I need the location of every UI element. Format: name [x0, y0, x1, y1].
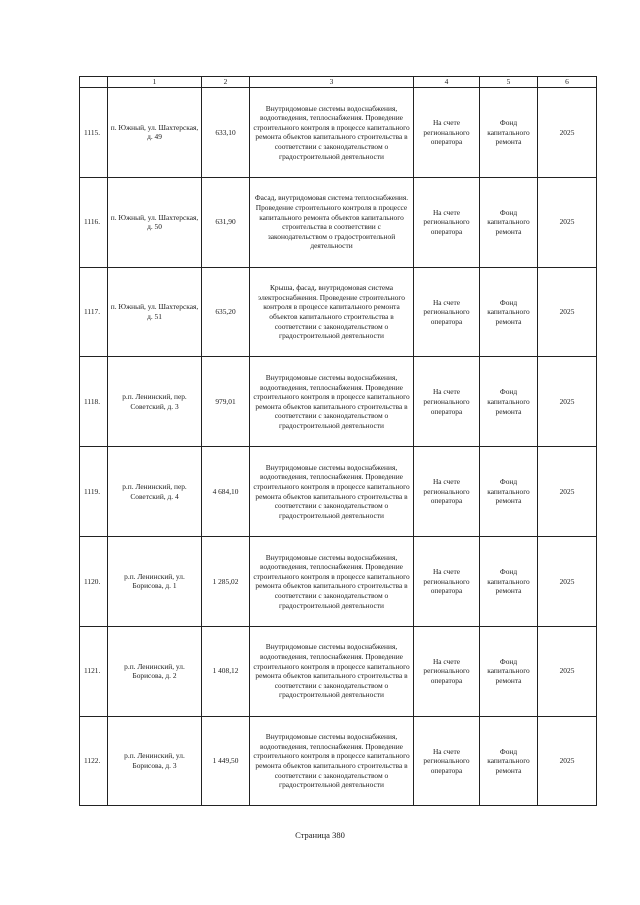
works-description-cell: Внутридомовые системы водоснабжения, водоотведения, теплоснабжения. Проведение строительного контроля в процессе капитального ремонта объектов капитального строительства в соответствии с законодательством о градостроительной деятельности — [250, 447, 414, 537]
account-type-cell: На счете регионального оператора — [414, 447, 480, 537]
row-number-cell: 1120. — [80, 536, 108, 626]
column-number-row — [80, 77, 597, 88]
row-number-cell: 1121. — [80, 626, 108, 716]
column-number-header: 5 — [480, 77, 538, 88]
funding-source-cell: Фонд капитального ремонта — [480, 177, 538, 267]
address-cell: р.п. Ленинский, пер. Советский, д. 3 — [108, 357, 202, 447]
repair-plan-table — [79, 76, 597, 806]
works-description-cell: Внутридомовые системы водоснабжения, водоотведения, теплоснабжения. Проведение строительного контроля в процессе капитального ремонта объектов капитального строительства в соответствии с законодательством о градостроительной деятельности — [250, 357, 414, 447]
area-cell: 1 285,02 — [202, 536, 250, 626]
works-description-cell: Внутридомовые системы водоснабжения, водоотведения, теплоснабжения. Проведение строительного контроля в процессе капитального ремонта объектов капитального строительства в соответствии с законодательством о градостроительной деятельности — [250, 536, 414, 626]
column-number-header: 4 — [414, 77, 480, 88]
row-number-cell: 1122. — [80, 716, 108, 806]
table-row — [80, 88, 597, 178]
funding-source-cell: Фонд капитального ремонта — [480, 357, 538, 447]
funding-source-cell: Фонд капитального ремонта — [480, 536, 538, 626]
account-type-cell: На счете регионального оператора — [414, 267, 480, 357]
year-cell: 2025 — [538, 88, 597, 178]
year-cell: 2025 — [538, 447, 597, 537]
address-cell: п. Южный, ул. Шахтерская, д. 51 — [108, 267, 202, 357]
year-cell: 2025 — [538, 716, 597, 806]
account-type-cell: На счете регионального оператора — [414, 357, 480, 447]
funding-source-cell: Фонд капитального ремонта — [480, 626, 538, 716]
column-number-header: 6 — [538, 77, 597, 88]
table-row — [80, 267, 597, 357]
address-cell: р.п. Ленинский, ул. Борисова, д. 1 — [108, 536, 202, 626]
account-type-cell: На счете регионального оператора — [414, 626, 480, 716]
year-cell: 2025 — [538, 267, 597, 357]
table-row — [80, 536, 597, 626]
works-description-cell: Внутридомовые системы водоснабжения, водоотведения, теплоснабжения. Проведение строительного контроля в процессе капитального ремонта объектов капитального строительства в соответствии с законодательством о градостроительной деятельности — [250, 716, 414, 806]
area-cell: 633,10 — [202, 88, 250, 178]
area-cell: 635,20 — [202, 267, 250, 357]
table-row — [80, 357, 597, 447]
address-cell: п. Южный, ул. Шахтерская, д. 49 — [108, 88, 202, 178]
works-description-cell: Крыша, фасад, внутридомовая система электроснабжения. Проведение строительного контроля в процессе капитального ремонта объектов капитального строительства в соответствии с законодательством о градостроительной деятельности — [250, 267, 414, 357]
row-number-cell: 1116. — [80, 177, 108, 267]
area-cell: 1 408,12 — [202, 626, 250, 716]
area-cell: 631,90 — [202, 177, 250, 267]
account-type-cell: На счете регионального оператора — [414, 716, 480, 806]
row-number-cell: 1118. — [80, 357, 108, 447]
address-cell: р.п. Ленинский, ул. Борисова, д. 3 — [108, 716, 202, 806]
column-number-header: 2 — [202, 77, 250, 88]
year-cell: 2025 — [538, 626, 597, 716]
row-number-cell: 1117. — [80, 267, 108, 357]
column-number-header — [80, 77, 108, 88]
row-number-cell: 1119. — [80, 447, 108, 537]
funding-source-cell: Фонд капитального ремонта — [480, 447, 538, 537]
address-cell: р.п. Ленинский, ул. Борисова, д. 2 — [108, 626, 202, 716]
funding-source-cell: Фонд капитального ремонта — [480, 716, 538, 806]
works-description-cell: Внутридомовые системы водоснабжения, водоотведения, теплоснабжения. Проведение строительного контроля в процессе капитального ремонта объектов капитального строительства в соответствии с законодательством о градостроительной деятельности — [250, 626, 414, 716]
works-description-cell: Фасад, внутридомовая система теплоснабжения. Проведение строительного контроля в процессе капитального ремонта объектов капитального строительства в соответствии с законодательством о градостроительной деятельности — [250, 177, 414, 267]
account-type-cell: На счете регионального оператора — [414, 177, 480, 267]
works-description-cell: Внутридомовые системы водоснабжения, водоотведения, теплоснабжения. Проведение строительного контроля в процессе капитального ремонта объектов капитального строительства в соответствии с законодательством о градостроительной деятельности — [250, 88, 414, 178]
account-type-cell: На счете регионального оператора — [414, 536, 480, 626]
row-number-cell: 1115. — [80, 88, 108, 178]
table-row — [80, 447, 597, 537]
area-cell: 979,01 — [202, 357, 250, 447]
table-row — [80, 626, 597, 716]
column-number-header: 1 — [108, 77, 202, 88]
page-number: Страница 380 — [295, 830, 345, 840]
year-cell: 2025 — [538, 536, 597, 626]
area-cell: 1 449,50 — [202, 716, 250, 806]
address-cell: п. Южный, ул. Шахтерская, д. 50 — [108, 177, 202, 267]
table-row — [80, 716, 597, 806]
funding-source-cell: Фонд капитального ремонта — [480, 267, 538, 357]
funding-source-cell: Фонд капитального ремонта — [480, 88, 538, 178]
account-type-cell: На счете регионального оператора — [414, 88, 480, 178]
column-number-header: 3 — [250, 77, 414, 88]
year-cell: 2025 — [538, 177, 597, 267]
table-row — [80, 177, 597, 267]
area-cell: 4 684,10 — [202, 447, 250, 537]
address-cell: р.п. Ленинский, пер. Советский, д. 4 — [108, 447, 202, 537]
year-cell: 2025 — [538, 357, 597, 447]
